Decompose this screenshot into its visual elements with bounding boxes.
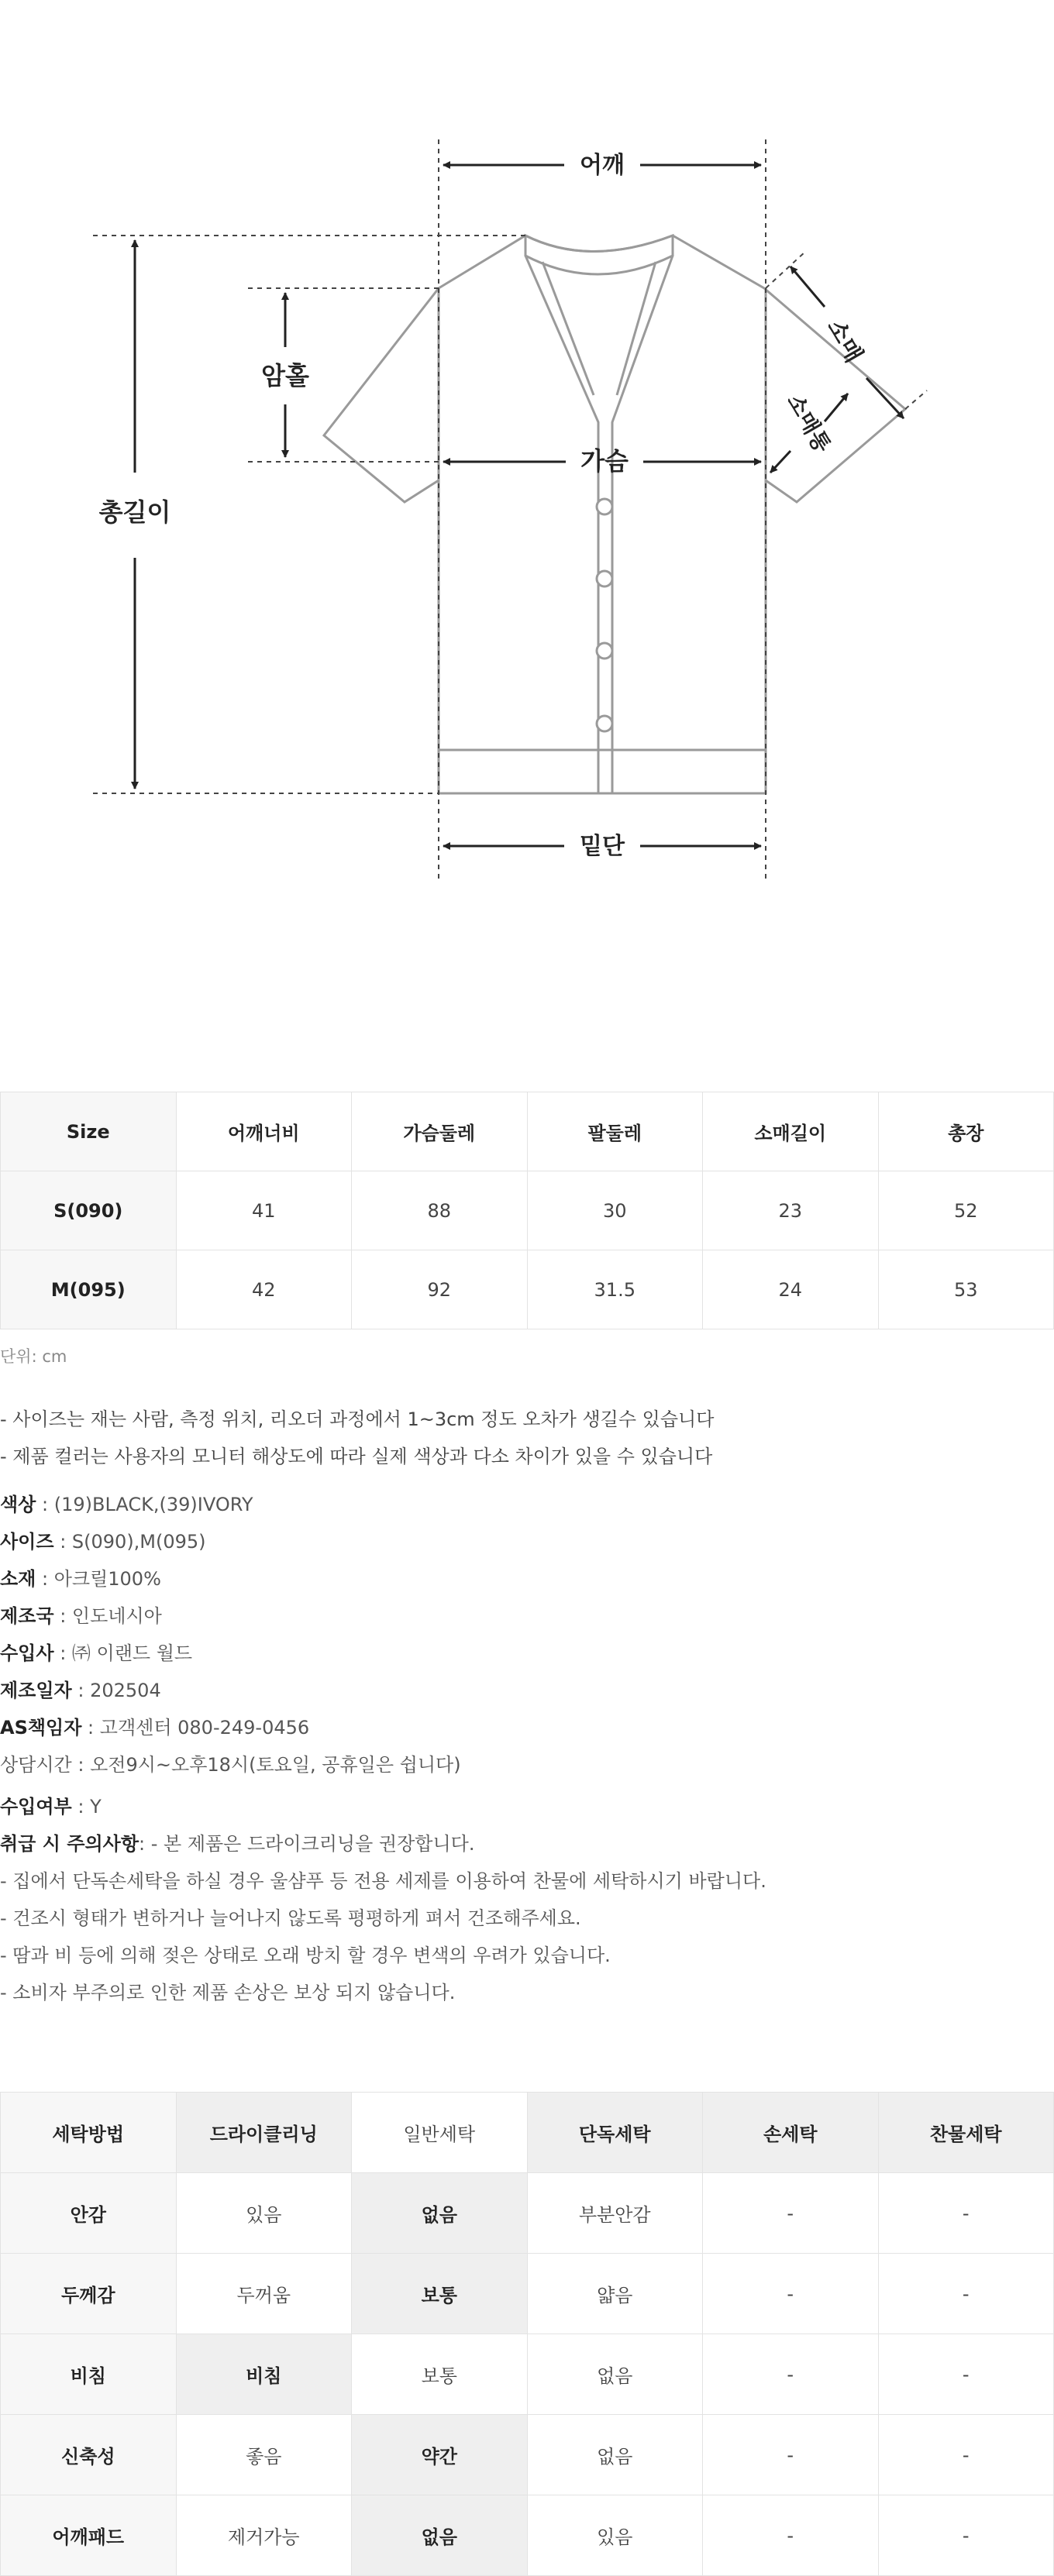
table-cell: 있음	[176, 2173, 352, 2254]
table-row	[1, 2415, 1054, 2495]
note-line: - 사이즈는 재는 사람, 측정 위치, 리오더 과정에서 1~3cm 정도 오차가 생길수 있습니다	[0, 1408, 715, 1430]
care-line: - 집에서 단독손세탁을 하실 경우 울샴푸 등 전용 세제를 이용하여 찬물에 세탁하시기 바랍니다.	[0, 1870, 766, 1892]
table-cell: 88	[352, 1171, 528, 1250]
header-cell: 드라이클리닝	[176, 2093, 352, 2173]
spec-importer: 수입사 : ㈜ 이랜드 월드	[0, 1642, 193, 1664]
guide-lines	[93, 139, 927, 883]
chest-label: 가슴	[580, 446, 629, 476]
care-line: - 건조시 형태가 변하거나 늘어나지 않도록 평평하게 펴서 건조해주세요.	[0, 1907, 581, 1929]
table-cell: -	[703, 2254, 879, 2334]
size-table-header	[1, 1092, 1054, 1171]
table-cell: -	[703, 2415, 879, 2495]
spec-care: 취급 시 주의사항: - 본 제품은 드라이크리닝을 권장합니다.	[0, 1833, 475, 1855]
row-label-cell: 두께감	[1, 2254, 177, 2334]
table-cell: -	[703, 2173, 879, 2254]
table-row	[1, 1171, 1054, 1250]
size-notes	[0, 1401, 714, 1475]
spec-hours: 상담시간 : 오전9시~오후18시(토요일, 공휴일은 쉽니다)	[0, 1754, 461, 1776]
table-cell: 없음	[352, 2173, 528, 2254]
table-cell: 없음	[352, 2495, 528, 2576]
row-label-cell: 안감	[1, 2173, 177, 2254]
table-cell: -	[703, 2495, 879, 2576]
table-cell: 23	[703, 1171, 879, 1250]
size-name-cell: S(090)	[1, 1171, 177, 1250]
spec-as: AS책임자 : 고객센터 080-249-0456	[0, 1717, 310, 1739]
header-cell: 가슴둘레	[352, 1092, 528, 1171]
care-line: - 땀과 비 등에 의해 젖은 상태로 오래 방치 할 경우 변색의 우려가 있습니다.	[0, 1945, 611, 1966]
table-cell: -	[878, 2173, 1054, 2254]
table-cell: 30	[527, 1171, 703, 1250]
table-cell: 보통	[352, 2334, 528, 2415]
header-cell: 소매길이	[703, 1092, 879, 1171]
header-cell: Size	[1, 1092, 177, 1171]
table-cell: 좋음	[176, 2415, 352, 2495]
spec-size: 사이즈 : S(090),M(095)	[0, 1531, 206, 1553]
table-cell: 없음	[527, 2334, 703, 2415]
header-cell: 일반세탁	[352, 2093, 528, 2173]
table-row	[1, 1250, 1054, 1329]
table-row	[1, 2495, 1054, 2576]
spec-date: 제조일자 : 202504	[0, 1680, 161, 1701]
row-label-cell: 어깨패드	[1, 2495, 177, 2576]
table-cell: 두꺼움	[176, 2254, 352, 2334]
sleeve-label: 소매	[821, 315, 868, 368]
product-specs	[0, 1486, 766, 2011]
header-cell: 찬물세탁	[878, 2093, 1054, 2173]
table-cell: 없음	[527, 2415, 703, 2495]
spec-material: 소재 : 아크릴100%	[0, 1568, 161, 1590]
table-cell: 보통	[352, 2254, 528, 2334]
care-line: - 소비자 부주의로 인한 제품 손상은 보상 되지 않습니다.	[0, 1982, 456, 2003]
armhole-label: 암홀	[261, 361, 309, 390]
table-cell: 42	[176, 1250, 352, 1329]
table-cell: 약간	[352, 2415, 528, 2495]
spec-country: 제조국 : 인도네시아	[0, 1605, 162, 1627]
spec-color: 색상 : (19)BLACK,(39)IVORY	[0, 1494, 253, 1515]
shoulder-label: 어깨	[580, 152, 625, 179]
row-label-cell: 신축성	[1, 2415, 177, 2495]
table-cell: 41	[176, 1171, 352, 1250]
table-cell: 53	[878, 1250, 1054, 1329]
table-cell: -	[878, 2415, 1054, 2495]
total-length-label: 총길이	[98, 497, 171, 527]
table-row	[1, 2173, 1054, 2254]
table-cell: 31.5	[527, 1250, 703, 1329]
header-cell: 어깨너비	[176, 1092, 352, 1171]
table-cell: 부분안감	[527, 2173, 703, 2254]
table-cell: 비침	[176, 2334, 352, 2415]
unit-note: 단위: cm	[0, 1347, 67, 1366]
table-cell: 92	[352, 1250, 528, 1329]
header-cell: 총장	[878, 1092, 1054, 1171]
row-label-cell: 비침	[1, 2334, 177, 2415]
size-measurement-diagram	[0, 0, 1054, 930]
header-cell: 단독세탁	[527, 2093, 703, 2173]
header-cell: 팔둘레	[527, 1092, 703, 1171]
sleeve-width-label: 소매통	[781, 389, 836, 457]
table-cell: -	[878, 2334, 1054, 2415]
header-cell: 손세탁	[703, 2093, 879, 2173]
table-cell: 제거가능	[176, 2495, 352, 2576]
note-line: - 제품 컬러는 사용자의 모니터 해상도에 따라 실제 색상과 다소 차이가 있을 수 있습니다	[0, 1446, 713, 1467]
table-cell: -	[703, 2334, 879, 2415]
fabric-table-header	[1, 2093, 1054, 2173]
table-cell: -	[878, 2495, 1054, 2576]
table-cell: 얇음	[527, 2254, 703, 2334]
cardigan-outline	[324, 236, 905, 793]
size-table	[0, 1092, 1054, 1329]
table-cell: 있음	[527, 2495, 703, 2576]
table-cell: -	[878, 2254, 1054, 2334]
table-cell: 52	[878, 1171, 1054, 1250]
size-name-cell: M(095)	[1, 1250, 177, 1329]
spec-import: 수입여부 : Y	[0, 1796, 102, 1818]
table-row	[1, 2254, 1054, 2334]
table-row	[1, 2334, 1054, 2415]
fabric-info-table	[0, 2092, 1054, 2576]
header-cell: 세탁방법	[1, 2093, 177, 2173]
table-cell: 24	[703, 1250, 879, 1329]
hem-label: 밑단	[580, 833, 625, 860]
